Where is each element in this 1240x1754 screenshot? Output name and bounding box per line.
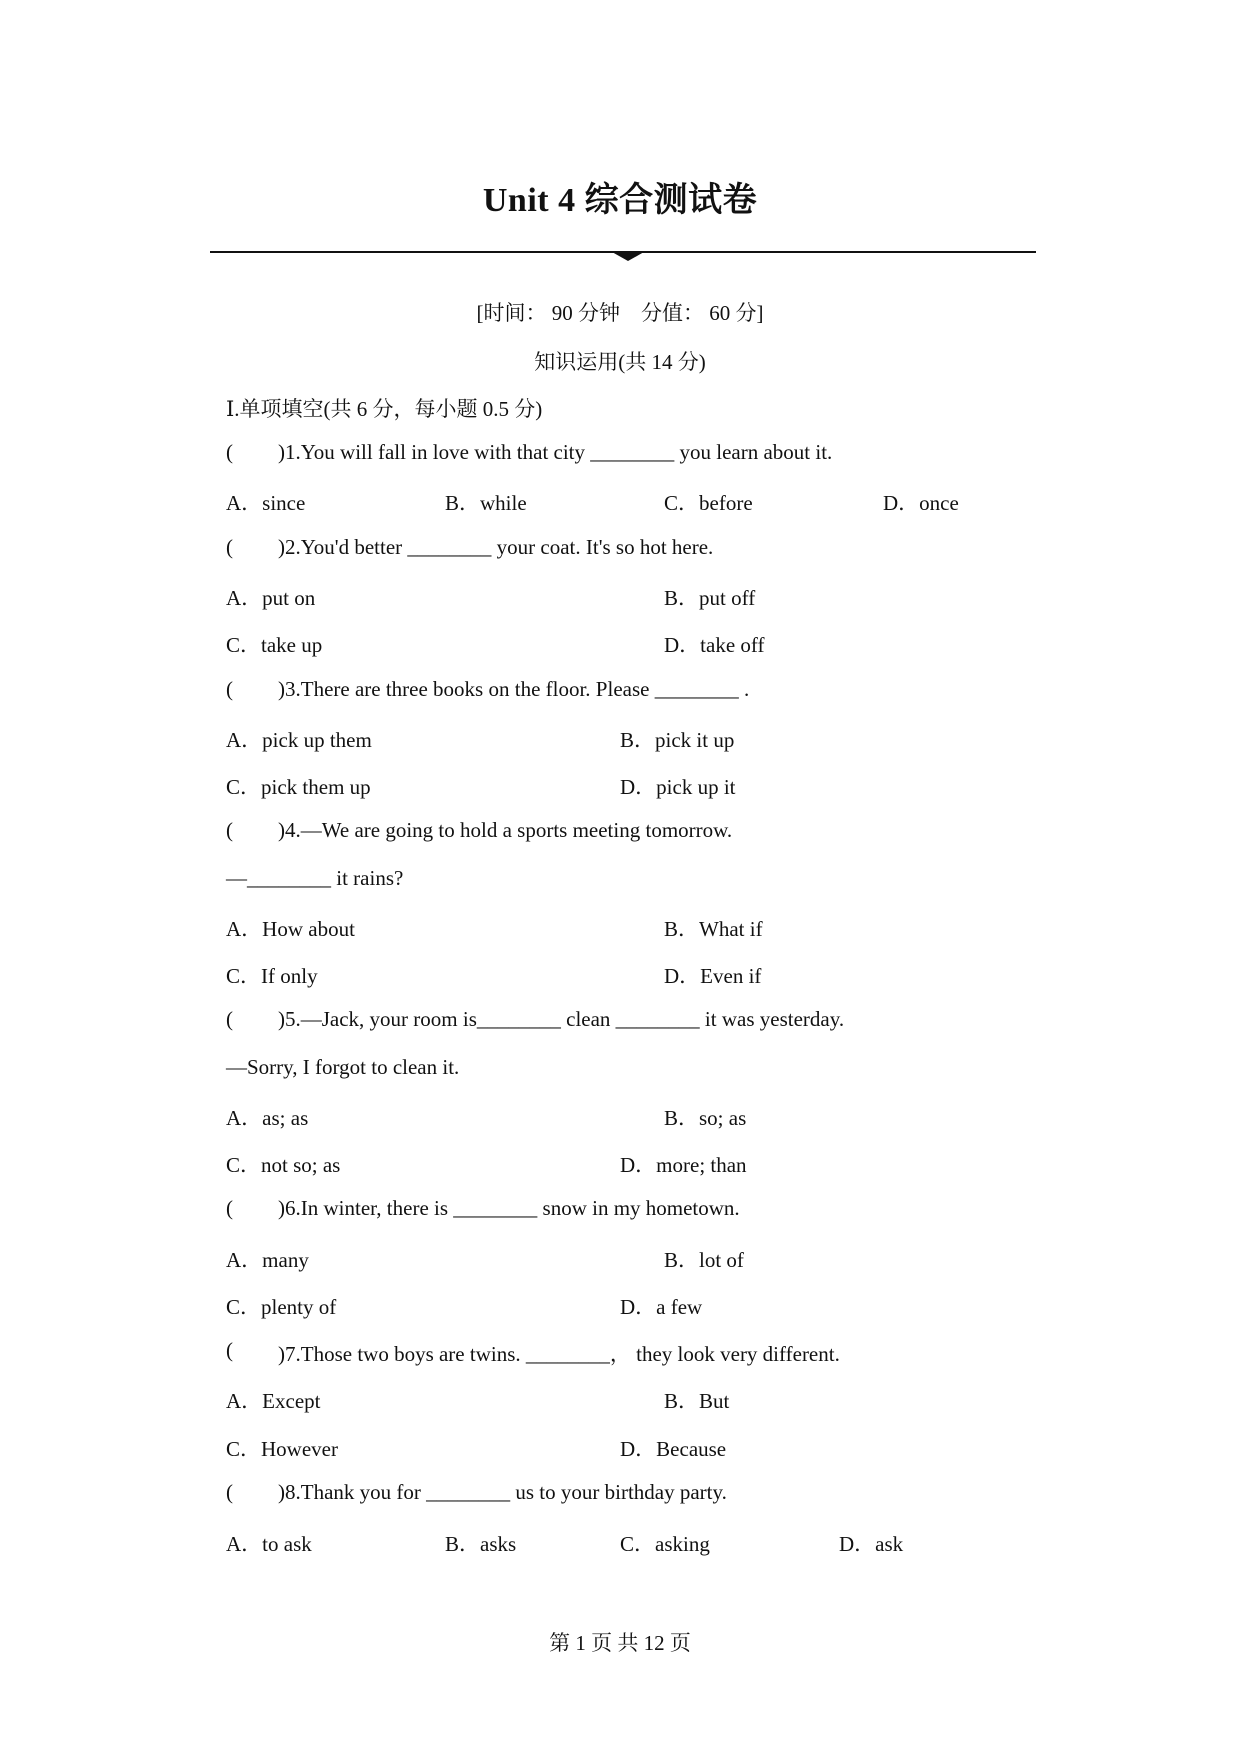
option-d: D．take off — [664, 633, 765, 657]
section-heading: 知识运用(共 14 分) — [534, 350, 706, 374]
question-text: )6.In winter, there is ________ snow in my hometown. — [278, 1196, 740, 1220]
question-text: )3.There are three books on the floor. Please ________ . — [278, 677, 750, 701]
divider-notch — [612, 252, 644, 261]
question-4-response: —________ it rains? — [226, 866, 404, 890]
option-b: B．while — [445, 491, 527, 515]
option-b: B．put off — [664, 586, 756, 610]
option-c: C．However — [226, 1437, 338, 1461]
answer-paren: ( — [226, 1338, 233, 1362]
page-title: Unit 4 综合测试卷 — [482, 182, 758, 219]
question-5-response: —Sorry, I forgot to clean it. — [226, 1055, 460, 1079]
option-a: A．as; as — [226, 1106, 309, 1130]
option-c: C．pick them up — [226, 775, 371, 799]
question-text: )7.Those two boys are twins. ________， they look very different. — [278, 1342, 840, 1366]
option-c: C．before — [664, 491, 753, 515]
question-text: )2.You'd better ________ your coat. It's so hot here. — [278, 535, 714, 559]
option-d: D．a few — [620, 1295, 703, 1319]
option-b: B．But — [664, 1389, 730, 1413]
question-text: )8.Thank you for ________ us to your birthday party. — [278, 1480, 727, 1504]
option-b: B．lot of — [664, 1248, 744, 1272]
option-b: B．asks — [445, 1532, 517, 1556]
answer-paren: ( — [226, 535, 233, 559]
option-c: C．asking — [620, 1532, 710, 1556]
option-c: C．not so; as — [226, 1153, 341, 1177]
exam-meta: [时间： 90 分钟 分值： 60 分] — [476, 301, 764, 325]
option-a: A．many — [226, 1248, 309, 1272]
question-text: )1.You will fall in love with that city ________ you learn about it. — [278, 440, 833, 464]
option-c: C．take up — [226, 633, 323, 657]
part-heading: Ⅰ.单项填空(共 6 分，每小题 0.5 分) — [226, 397, 543, 421]
option-c: C．If only — [226, 964, 318, 988]
question-text: )4.—We are going to hold a sports meeting tomorrow. — [278, 818, 733, 842]
option-a: A．How about — [226, 917, 355, 941]
answer-paren: ( — [226, 1480, 233, 1504]
answer-paren: ( — [226, 440, 233, 464]
option-d: D．once — [883, 491, 959, 515]
option-a: A．since — [226, 491, 306, 515]
option-a: A．put on — [226, 586, 316, 610]
answer-paren: ( — [226, 818, 233, 842]
option-d: D．ask — [839, 1532, 904, 1556]
option-b: B．so; as — [664, 1106, 747, 1130]
option-d: D．Even if — [664, 964, 762, 988]
question-text: )5.—Jack, your room is________ clean ________ it was yesterday. — [278, 1007, 845, 1031]
page-footer: 第 1 页 共 12 页 — [549, 1631, 691, 1655]
answer-paren: ( — [226, 677, 233, 701]
option-a: A．to ask — [226, 1532, 312, 1556]
option-c: C．plenty of — [226, 1295, 337, 1319]
option-a: A．Except — [226, 1389, 321, 1413]
option-d: D．more; than — [620, 1153, 747, 1177]
option-d: D．pick up it — [620, 775, 736, 799]
answer-paren: ( — [226, 1007, 233, 1031]
option-b: B．pick it up — [620, 728, 735, 752]
option-a: A．pick up them — [226, 728, 372, 752]
option-d: D．Because — [620, 1437, 727, 1461]
answer-paren: ( — [226, 1196, 233, 1220]
option-b: B．What if — [664, 917, 763, 941]
